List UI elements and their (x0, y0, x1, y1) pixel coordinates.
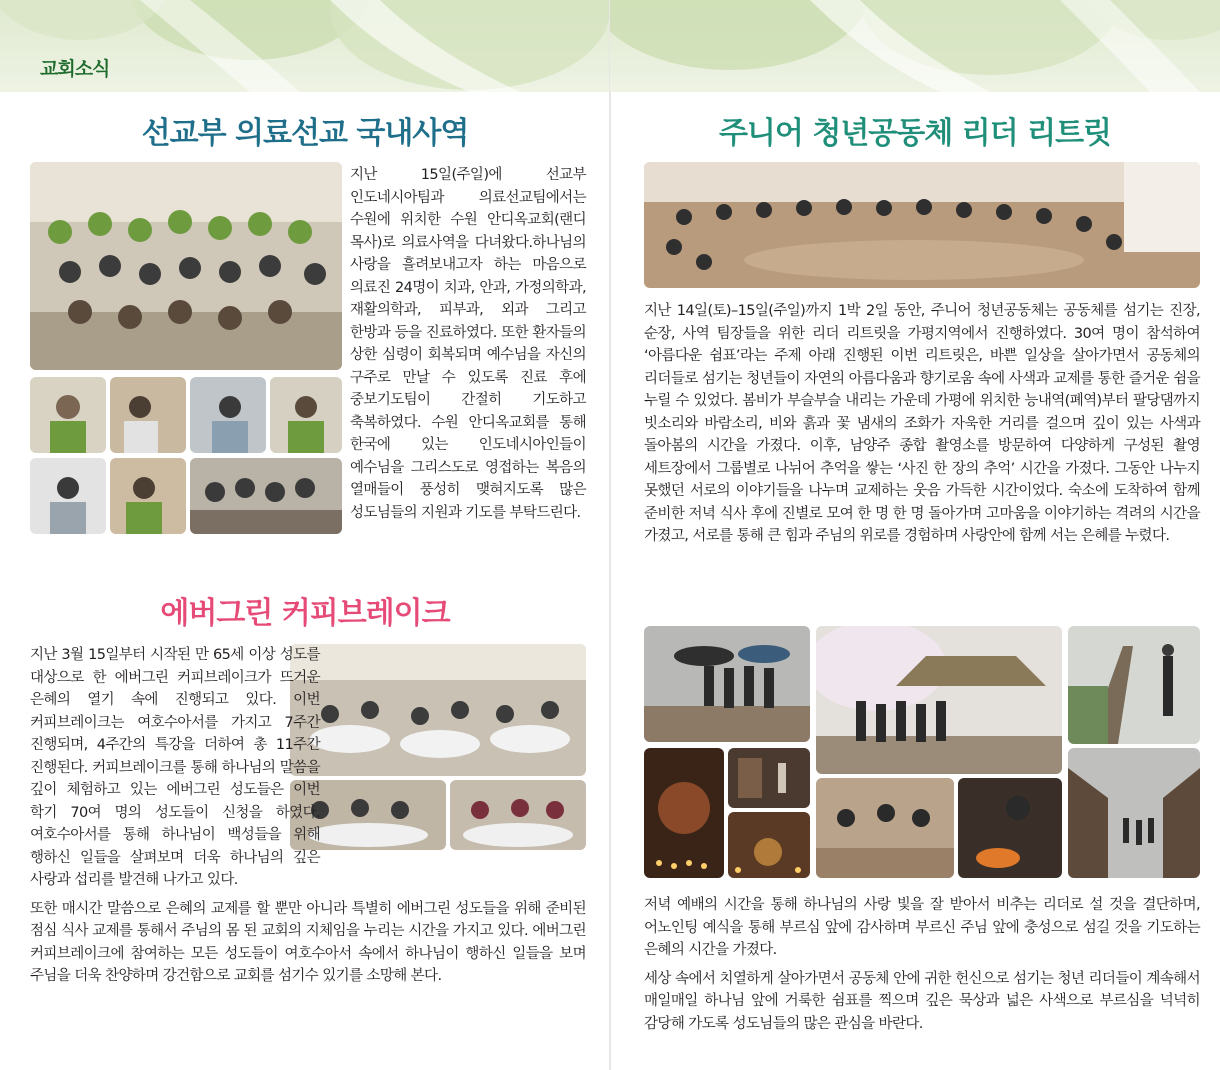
evergreen-body (30, 644, 586, 994)
retreat-guitar-photo (728, 812, 810, 878)
retreat-rail-photo (1068, 626, 1200, 744)
mission-body (30, 164, 586, 554)
retreat-sitting-photo (816, 778, 954, 878)
evergreen-paragraph: 또한 매시간 말씀으로 은혜의 교제를 할 뿐만 아니라 특별히 에버그린 성도들을 위해 준비된 점심 식사 교제를 통해서 주님의 몸 된 교회의 지체임을 누리는 시간을 가지고 있다. 에버그린 커피브레이크에 참여하는 모든 성도들이 여호수아서 속에서 하나님이 행하신 일들을 보며 주님을 더욱 찬양하며 강건함으로 교회를 섬기수 있기를 소망해 본다. (30, 900, 586, 984)
header-banner (610, 0, 1220, 92)
mission-photo-wrap (30, 164, 350, 554)
evergreen-photo-wrap (320, 644, 586, 862)
retreat-room-photo (728, 748, 810, 808)
mission-body-text: 지난 15일(주일)에 선교부 인도네시아팀과 의료선교팀에서는 수원에 위치한 수원 안디옥교회(랜디 목사)로 의료사역을 다녀왔다.하나님의 사랑을 흘려보내고자 하는 마음으로 의료진 24명이 치과, 안과, 가정의학과, 재활의학과, 피부과, 외과 그리고 한방과 등을 진료하였다. 또한 환자들의 상한 심령이 회복되며 예수님을 자신의 구주로 만날 수 있도록 진료 후에 중보기도팀이 간절히 기도하고 축복하였다. 수원 안디옥교회를 통해 한국에 있는 인도네시아인들이 예수님을 그리스도로 영접하는 복음의 열매들이 풍성히 맺혀지도록 많은 성도님들의 지원과 기도를 부탁드린다. (350, 167, 586, 521)
retreat-title: 주니어 청년공동체 리더 리트릿 (718, 116, 1112, 151)
retreat-body: 지난 14일(토)–15일(주일)까지 1박 2일 동안, 주니어 청년공동체는 공동체를 섬기는 진장, 순장, 사역 팀장들을 위한 리더 리트릿을 가평지역에서 진행하였다. 30여 명이 참석하여 ‘아름다운 쉼표’라는 주제 아래 진행된 이번 리트릿은, 바쁜 일상을 살아가면서 공동체의 리더들로 섬기는 청년들이 자연의 아름다움과 향기로움 속에 사색과 교제를 통한 즐거운 쉼을 누릴 수 있었다. 봄비가 부슬부슬 내리는 가운데 가평에 위치한 능내역(폐역)부터 팔당댐까지 빗소리와 바람소리, 비와 흙과 꽃 냄새의 조화가 자욱한 거리를 걸으며 깊이 있는 사색과 돌아봄의 시간을 가졌다. 이후, 남양주 종합 촬영소를 방문하여 다양하게 구성된 촬영 세트장에서 그룹별로 나뉘어 추억을 쌓는 ‘사진 한 장의 추억’ 시간을 가졌다. 그동안 나누지 못했던 서로의 이야기들을 나누며 교제하는 웃음 가득한 시간이었다. 숙소에 도착하여 함께 준비한 저녁 식사 후에 진별로 모여 한 명 한 명 돌아가며 고마움을 이야기하는 격려의 시간을 가졌고, 서로를 통해 큰 힘과 주님의 위로를 경험하며 사랑안에 함께 서는 은혜를 누렸다. (644, 303, 1200, 544)
evergreen-paragraph: 지난 3월 15일부터 시작된 만 65세 이상 성도를 대상으로 한 에버그린 커피브레이크가 뜨거운 은혜의 열기 속에 진행되고 있다. 이번 커피브레이크는 여호수아서를 가지고 7주간 진행되며, 4주간의 특강을 더하여 총 11주간 진행된다. 커피브레이크를 통해 하나님의 말씀을 깊이 체험하고 있는 에버그린 성도들은 이번 학기 70여 명의 성도들이 신청을 하였다. 여호수아서를 통해 하나님이 백성들을 위해 행하신 일들을 살펴보며 더욱 하나님의 깊은 사랑과 섭리를 발견해 나가고 있다. (30, 647, 320, 888)
retreat-fire-photo (958, 778, 1062, 878)
retreat-umbrella-photo (644, 626, 810, 742)
retreat-tree-photo (816, 626, 1062, 774)
section-label: 교회소식 (40, 58, 110, 80)
mission-title: 선교부 의료선교 국내사역 (141, 116, 469, 151)
right-page (610, 0, 1220, 1070)
retreat-paragraph: 저녁 예배의 시간을 통해 하나님의 사랑 빛을 잘 받아서 비추는 리더로 설 것을 결단하며, 어노인팅 예식을 통해 부르심 앞에 감사하며 부르신 주님 앞에 충성으로 섬길 것을 기도하는 은혜의 시간을 가졌다. (644, 897, 1200, 958)
evergreen-title: 에버그린 커피브레이크 (160, 596, 450, 631)
retreat-paragraph: 세상 속에서 치열하게 살아가면서 공동체 안에 귀한 헌신으로 섬기는 청년 리더들이 계속해서 매일매일 하나님 앞에 거룩한 쉼표를 찍으며 깊은 묵상과 넓은 사색으로 부르심을 넉넉히 감당해 가도록 성도님들의 많은 관심을 바란다. (644, 970, 1200, 1032)
banner-leaf-pattern (610, 0, 1220, 92)
retreat-street-photo (1068, 748, 1200, 878)
retreat-closing (644, 894, 1200, 1041)
retreat-circle-photo (644, 162, 1200, 288)
retreat-candle-photo (644, 748, 724, 878)
